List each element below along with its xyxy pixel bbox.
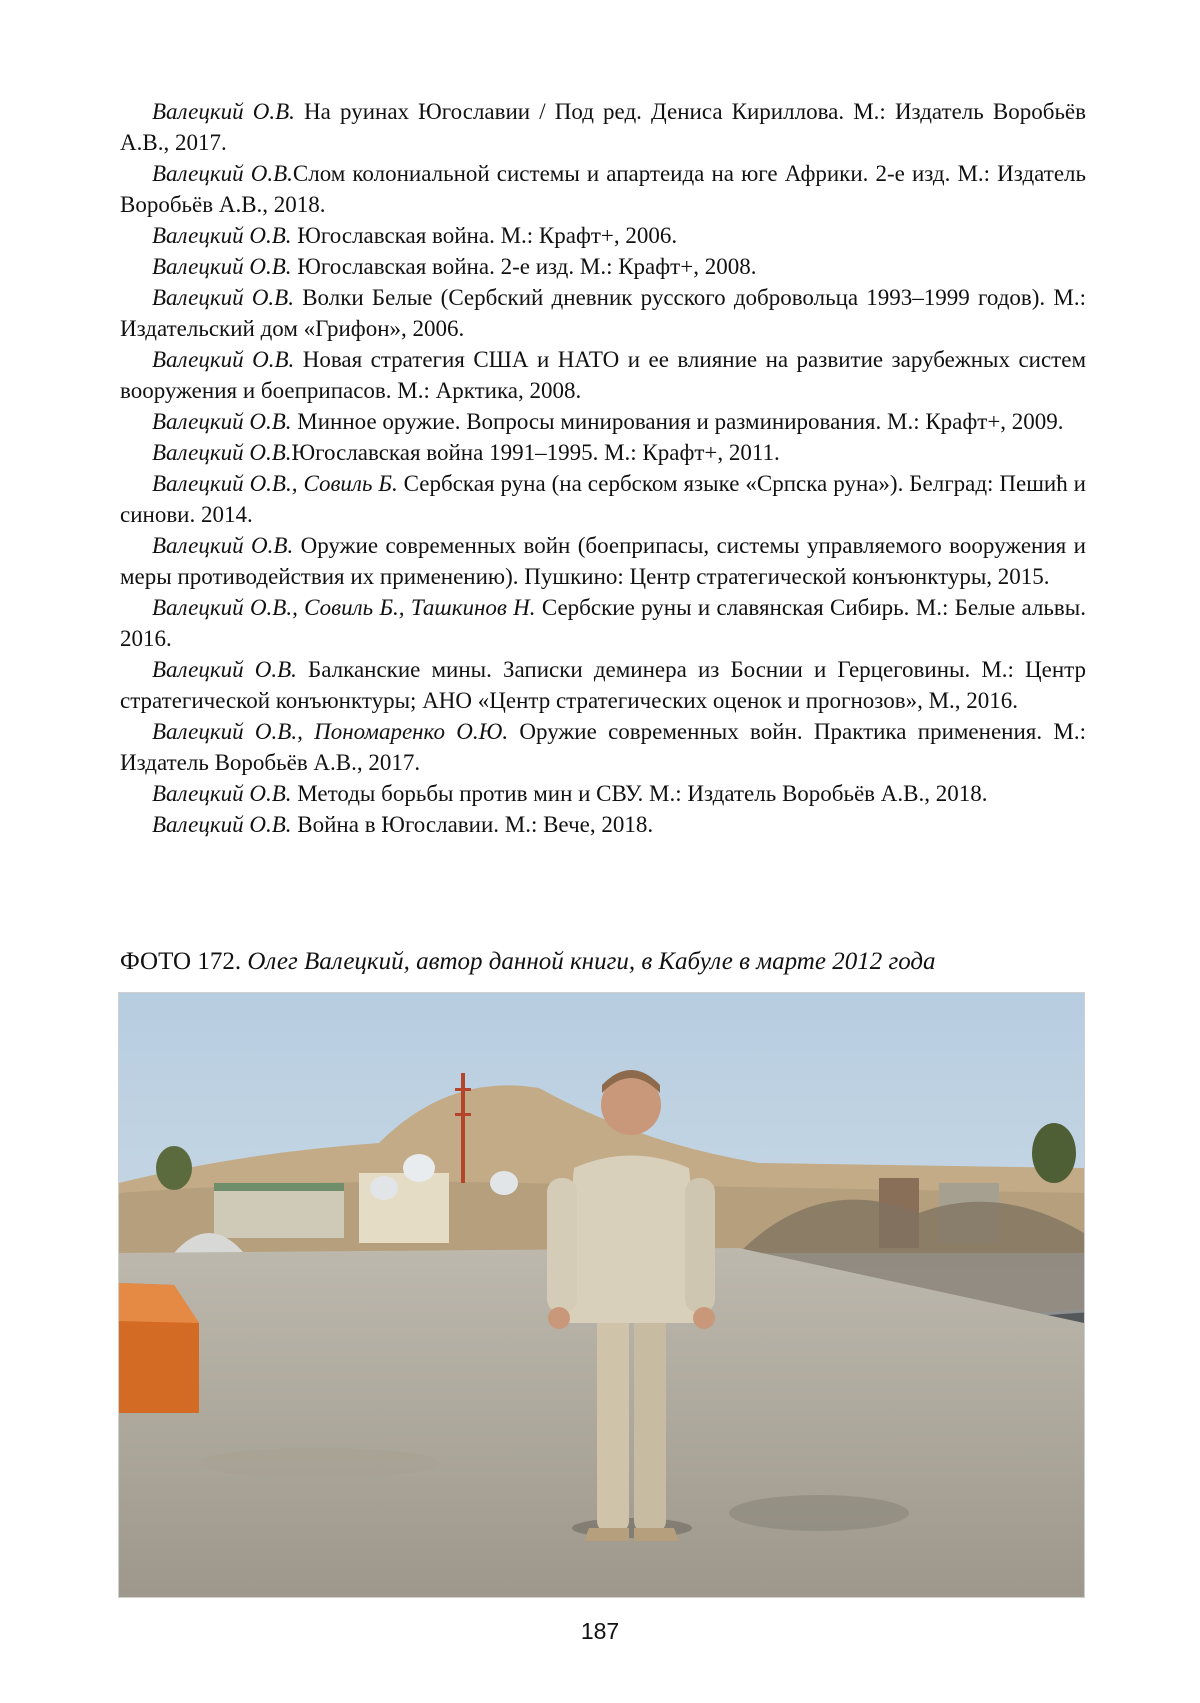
bibliography-entry bbox=[120, 282, 1086, 344]
entry-author: Валецкий О.В. bbox=[152, 440, 292, 465]
entry-text: Война в Югославии. М.: Вече, 2018. bbox=[291, 812, 654, 837]
bibliography-entry bbox=[120, 654, 1086, 716]
entry-author: Валецкий О.В. bbox=[152, 285, 294, 310]
entry-author: Валецкий О.В., Совиль Б., Ташкинов Н. bbox=[152, 595, 536, 620]
photo bbox=[118, 992, 1085, 1598]
caption-text: Олег Валецкий, автор данной книги, в Кабуле в марте 2012 года bbox=[247, 948, 936, 975]
bibliography-entry bbox=[120, 220, 1086, 251]
bibliography-entry bbox=[120, 809, 1086, 840]
entry-author: Валецкий О.В. bbox=[152, 347, 295, 372]
entry-author: Валецкий О.В. bbox=[152, 812, 292, 837]
entry-author: Валецкий О.В. bbox=[152, 533, 294, 558]
entry-text: Минное оружие. Вопросы минирования и разминирования. М.: Крафт+, 2009. bbox=[291, 409, 1064, 434]
entry-text: Югославская война 1991–1995. М.: Крафт+, 2011. bbox=[291, 440, 780, 465]
entry-text: Сербские руны и славянская Сибирь. М.: Белые альвы. 2016. bbox=[120, 595, 1086, 651]
entry-author: Валецкий О.В. bbox=[152, 254, 292, 279]
bibliography-entry bbox=[120, 344, 1086, 406]
bibliography-entry bbox=[120, 716, 1086, 778]
entry-author: Валецкий О.В., Пономаренко О.Ю. bbox=[152, 719, 509, 744]
rooftop-photo-illustration bbox=[119, 993, 1084, 1597]
entry-author: Валецкий О.В., Совиль Б. bbox=[152, 471, 398, 496]
bibliography-entry bbox=[120, 530, 1086, 592]
entry-author: Валецкий О.В. bbox=[152, 781, 292, 806]
bibliography-entry bbox=[120, 251, 1086, 282]
bibliography-entry bbox=[120, 406, 1086, 437]
entry-text: Югославская война. М.: Крафт+, 2006. bbox=[291, 223, 678, 248]
entry-text: Оружие современных войн (боеприпасы, системы управляемого вооружения и меры противодействия их применению). Пушкино: Центр стратегической конъюнктуры, 2015. bbox=[120, 533, 1086, 589]
entry-text: Балканские мины. Записки деминера из Боснии и Герцеговины. М.: Центр стратегической конъюнктуры; АНО «Центр стратегических оценок и прогнозов», М., 2016. bbox=[120, 657, 1086, 713]
entry-author: Валецкий О.В. bbox=[152, 409, 292, 434]
bibliography-entry bbox=[120, 96, 1086, 158]
bibliography-entry bbox=[120, 437, 1086, 468]
bibliography-list bbox=[120, 96, 1086, 840]
entry-text: Методы борьбы против мин и СВУ. М.: Издатель Воробьёв А.В., 2018. bbox=[291, 781, 988, 806]
entry-author: Валецкий О.В. bbox=[152, 223, 292, 248]
bibliography-entry bbox=[120, 592, 1086, 654]
entry-author: Валецкий О.В. bbox=[152, 161, 293, 186]
entry-author: Валецкий О.В. bbox=[152, 99, 295, 124]
bibliography-entry bbox=[120, 158, 1086, 220]
entry-text: Оружие современных войн. Практика применения. М.: Издатель Воробьёв А.В., 2017. bbox=[120, 719, 1086, 775]
entry-text: Слом колониальной системы и апартеида на юге Африки. 2-е изд. М.: Издатель Воробьёв А.В., 2018. bbox=[120, 161, 1086, 217]
entry-text: Волки Белые (Сербский дневник русского добровольца 1993–1999 годов). М.: Издательский дом «Грифон», 2006. bbox=[120, 285, 1086, 341]
photo-caption bbox=[120, 946, 1110, 978]
bibliography-entry bbox=[120, 778, 1086, 809]
entry-author: Валецкий О.В. bbox=[152, 657, 297, 682]
entry-text: На руинах Югославии / Под ред. Дениса Кириллова. М.: Издатель Воробьёв А.В., 2017. bbox=[120, 99, 1087, 155]
entry-text: Новая стратегия США и НАТО и ее влияние на развитие зарубежных систем вооружения и боеприпасов. М.: Арктика, 2008. bbox=[120, 347, 1087, 403]
page-number: 187 bbox=[580, 1618, 620, 1644]
entry-text: Сербская руна (на сербском языке «Српска руна»). Белград: Пешић и синови. 2014. bbox=[120, 471, 1086, 527]
bibliography-entry bbox=[120, 468, 1086, 530]
caption-label: ФОТО 172. bbox=[120, 948, 242, 975]
entry-text: Югославская война. 2-е изд. М.: Крафт+, 2008. bbox=[291, 254, 757, 279]
